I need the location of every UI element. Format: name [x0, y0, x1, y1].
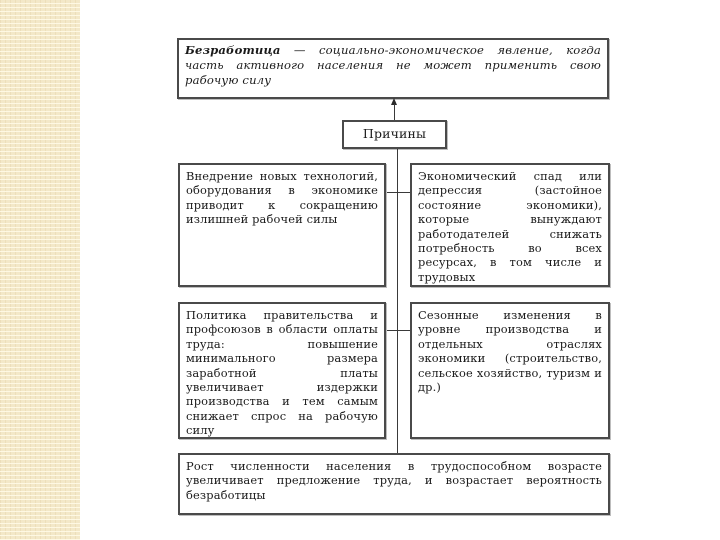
connector-line-main-vertical [397, 149, 398, 453]
cause-text: Рост численности населения в трудоспособном возрасте увеличивает предложение труда, и возрастает вероятность безработицы [186, 459, 602, 502]
cause-box-population-growth [178, 453, 610, 515]
definition-text: — социально-экономическое явление, когда часть активного населения не может применить свою рабочую силу [185, 43, 601, 87]
cause-box-technology [178, 163, 386, 287]
cause-box-seasonal [410, 302, 610, 439]
definition-term: Безработица [185, 43, 281, 57]
connector-line-top-right [397, 192, 410, 193]
connector-line-top-left [386, 192, 397, 193]
connector-line-bottom-left [386, 330, 397, 331]
cause-box-recession [410, 163, 610, 287]
cause-text: Внедрение новых технологий, оборудования в экономике приводит к сокращению излишней рабочей силы [186, 169, 378, 227]
causes-title: Причины [362, 126, 427, 141]
cause-box-wage-policy [178, 302, 386, 439]
cause-text: Политика правительства и профсоюзов в области оплаты труда: повышение минимального размера заработной платы увеличивает издержки производства и тем самым снижает спрос на рабочую силу [186, 308, 378, 438]
causes-title-box [342, 120, 447, 149]
cause-text: Сезонные изменения в уровне производства и отдельных отраслях экономики (строительство, сельское хозяйство, туризм и др.) [418, 308, 602, 395]
decorative-side-strip [0, 0, 80, 540]
definition-box [177, 38, 609, 99]
connector-line-bottom-right [397, 330, 410, 331]
connector-line-to-definition [394, 104, 395, 120]
cause-text: Экономический спад или депрессия (застойное состояние экономики), которые вынуждают работодателей снижать потребность во всех ресурсах, в том числе и трудовых [418, 169, 602, 284]
